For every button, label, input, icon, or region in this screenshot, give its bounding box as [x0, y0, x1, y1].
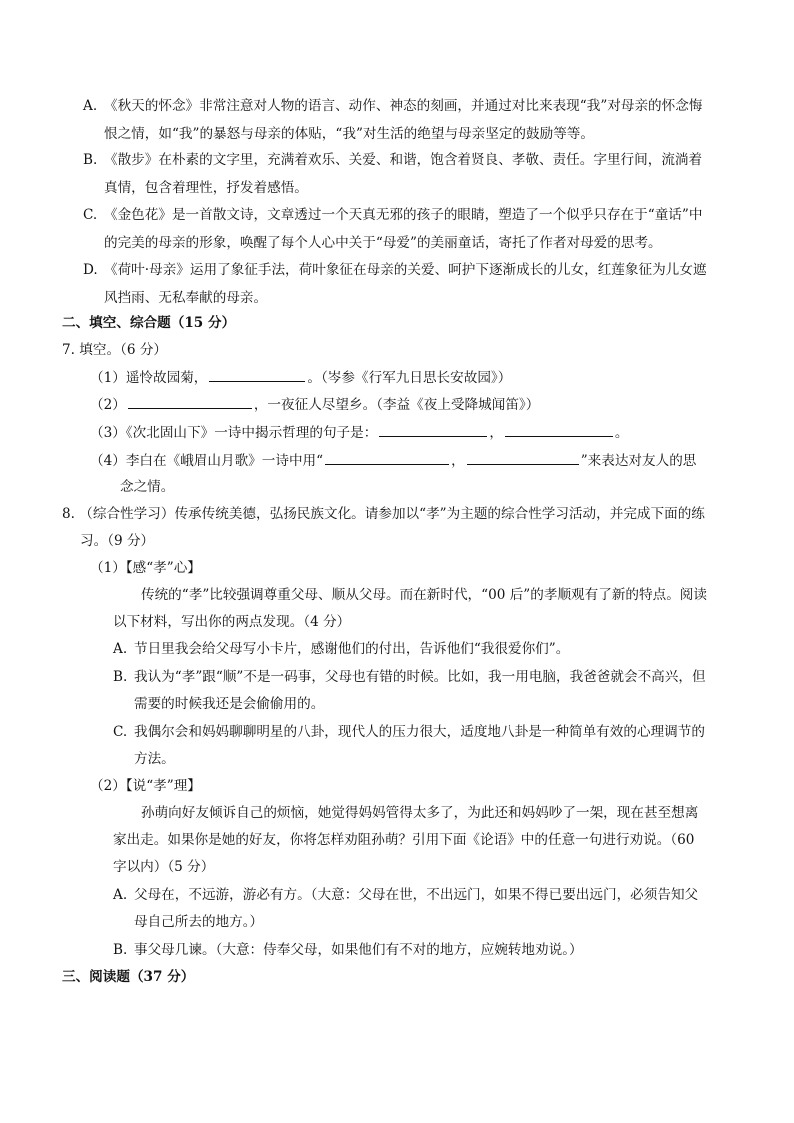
q8-part2-text-3: 字以内）（5 分）: [113, 859, 215, 875]
q8-part1-title: （1）【感“孝”心】: [90, 560, 201, 576]
q6-option-b-line1: 《散步》在朴素的文字里，充满着欢乐、关爱、和谐，饱含着贤良、孝敬、责任。字里行间，流淌着: [104, 152, 703, 168]
q8-p1-option-a-letter: A.: [113, 641, 128, 657]
section-3-heading: 三、阅读题（37 分）: [62, 969, 195, 985]
q7-3-sep: ，: [489, 425, 503, 441]
q7-1-blank[interactable]: [209, 367, 305, 382]
q8-p1-option-a-line1: 节日里我会给父母写小卡片，感谢他们的付出，告诉他们“我很爱你们”。: [134, 641, 570, 657]
q7-4-sep: ，: [451, 453, 465, 469]
q6-option-b-line2: 真情，包含着理性，抒发着感悟。: [104, 180, 308, 196]
q7-2-blank[interactable]: [128, 394, 252, 409]
q8-p1-option-c-line2: 方法。: [134, 751, 175, 767]
q7-4-suffix: ”来表达对友人的思: [580, 453, 697, 469]
q7-2-suffix: ，一夜征人尽望乡。（李益《夜上受降城闻笛》）: [253, 397, 540, 413]
q8-p2-option-a-line1: 父母在，不远游，游必有方。（大意：父母在世，不出远门，如果不得已要出远门，必须告知父: [134, 887, 699, 903]
q6-option-d-letter: D.: [83, 262, 98, 278]
q8-p1-option-b-line2: 需要的时候我还是会偷偷用的。: [134, 696, 325, 712]
q7-1-suffix: 。（岑参《行军九日思长安故园》）: [307, 370, 512, 386]
q7-2-prefix: （2）: [90, 397, 126, 413]
q7-3-suffix: 。: [614, 425, 629, 441]
q6-option-d-line2: 风挡雨、无私奉献的母亲。: [104, 290, 268, 306]
q6-option-d-line1: 《荷叶·母亲》运用了象征手法，荷叶象征在母亲的关爱、呵护下逐渐成长的儿女，红莲象征为儿女遮: [104, 262, 707, 278]
q7-line-1: [90, 367, 511, 388]
q7-4-blank-1[interactable]: [325, 450, 449, 465]
q7-3-prefix: （3）《次北固山下》一诗中揭示哲理的句子是：: [90, 425, 378, 441]
q6-option-a-letter: A.: [83, 98, 98, 114]
q8-p1-option-b-line1: 我认为“孝”跟“顺”不是一码事，父母也有错的时候。比如，我一用电脑，我爸爸就会不高兴，但: [134, 669, 706, 685]
q6-option-a-line2: 恨之情，如“我”的暴怒与母亲的体贴，“我”对生活的绝望与母亲坚定的鼓励等等。: [104, 126, 594, 142]
q7-1-prefix: （1）遥怜故园菊，: [90, 370, 208, 386]
q8-part2-text-2: 家出走。如果你是她的好友，你将怎样劝阻孙萌？引用下面《论语》中的任意一句进行劝说。（60: [113, 832, 695, 848]
q6-option-c-line2: 的完美的母亲的形象，唤醒了每个人心中关于“母爱”的美丽童话，寄托了作者对母爱的思考。: [104, 235, 662, 251]
q7-line-4-cont: 念之情。: [120, 479, 175, 495]
q7-line-2: [90, 394, 539, 415]
q7-3-blank-2[interactable]: [505, 422, 613, 437]
section-2-heading: 二、填空、综合题（15 分）: [62, 315, 236, 331]
q7-4-prefix: （4）李白在《峨眉山月歌》一诗中用“: [90, 453, 324, 469]
q7-3-blank-1[interactable]: [379, 422, 487, 437]
q6-option-a-line1: 《秋天的怀念》非常注意对人物的语言、动作、神态的刻画，并通过对比来表现“我”对母亲的怀念悔: [104, 98, 703, 114]
q8-part2-text-1: 孙萌向好友倾诉自己的烦恼，她觉得妈妈管得太多了，为此还和妈妈吵了一架，现在甚至想离: [141, 805, 699, 821]
q8-p1-option-b-letter: B.: [113, 669, 128, 685]
q8-p1-option-c-letter: C.: [113, 724, 128, 740]
q6-option-b-letter: B.: [83, 152, 98, 168]
q8-intro-1: 8. （综合性学习）传承传统美德，弘扬民族文化。请参加以“孝”为主题的综合性学习活动，并完成下面的练: [62, 506, 705, 522]
q6-option-c-line1: 《金色花》是一首散文诗，文章透过一个天真无邪的孩子的眼睛，塑造了一个似乎只存在于“童话”中: [104, 207, 703, 223]
q8-p2-option-a-letter: A.: [113, 887, 128, 903]
q8-p1-option-c-line1: 我偶尔会和妈妈聊聊明星的八卦，现代人的压力很大，适度地八卦是一种简单有效的心理调节的: [134, 724, 705, 740]
q8-part2-title: （2）【说“孝”理】: [90, 778, 201, 794]
q7-line-4: [90, 450, 696, 471]
q8-part1-text-2: 以下材料，写出你的两点发现。（4 分）: [113, 614, 351, 630]
q8-p2-option-a-line2: 母自己所去的地方。）: [134, 914, 264, 930]
q8-p2-option-b-letter: B.: [113, 942, 128, 958]
q7-4-blank-2[interactable]: [467, 450, 579, 465]
q7-title: 7. 填空。（6 分）: [62, 342, 168, 358]
q8-p2-option-b-line1: 事父母几谏。（大意：侍奉父母，如果他们有不对的地方，应婉转地劝说。）: [134, 942, 583, 958]
q8-part1-text-1: 传统的“孝”比较强调尊重父母、顺从父母。而在新时代，“00 后”的孝顺观有了新的特点。阅读: [141, 587, 707, 603]
q7-line-3: [90, 422, 629, 443]
q6-option-c-letter: C.: [83, 207, 98, 223]
q8-intro-2: 习。（9 分）: [80, 533, 155, 549]
